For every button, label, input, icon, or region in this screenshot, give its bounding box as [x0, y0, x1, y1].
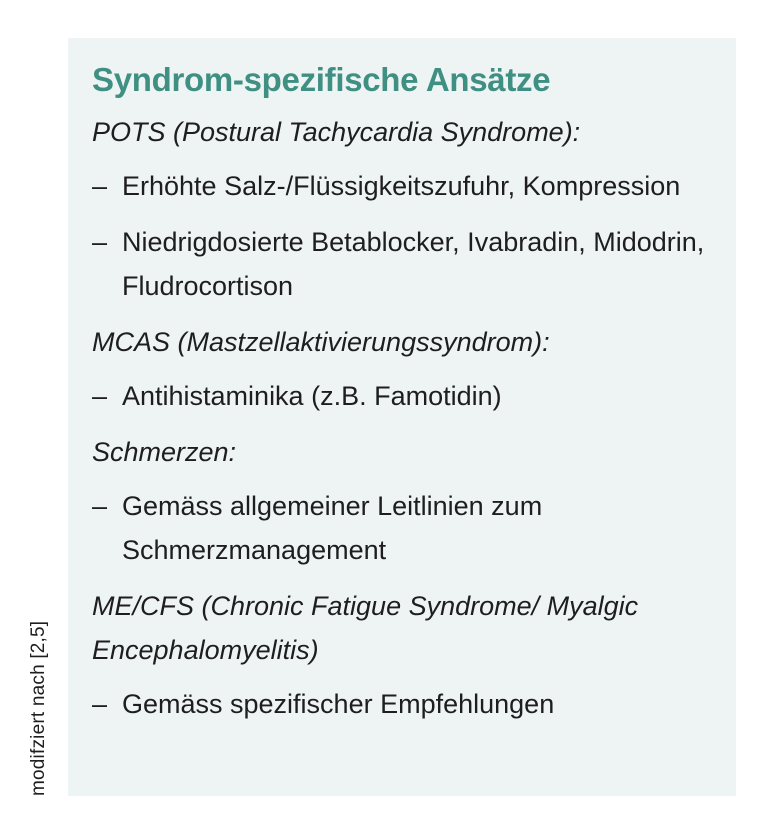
section-heading: POTS (Postural Tachycardia Syndrome):: [92, 117, 581, 147]
list-item: [92, 374, 726, 418]
section-mecfs: [92, 584, 726, 726]
list-item-text: Gemäss allgemeiner Leitlinien zum Schmerzmanagement: [122, 491, 543, 565]
list-item: [92, 682, 726, 726]
list-item: [92, 164, 726, 208]
dash-bullet: –: [92, 381, 108, 411]
section-heading: MCAS (Mastzellaktivierungssyndrom):: [92, 327, 550, 357]
list-item: [92, 484, 726, 572]
list-item-text: Niedrigdosierte Betablocker, Ivabradin, Midodrin, Fludrocortison: [122, 227, 705, 301]
list-item-text: Antihistaminika (z.B. Famotidin): [122, 381, 502, 411]
info-box: [68, 38, 736, 796]
source-note: modifziert nach [2,5]: [28, 620, 49, 796]
section-mcas: [92, 320, 726, 418]
list-item-text: Erhöhte Salz-/Flüssigkeitszufuhr, Kompression: [122, 171, 681, 201]
section-schmerzen: [92, 430, 726, 572]
section-heading: ME/CFS (Chronic Fatigue Syndrome/ Myalgic Encephalomyelitis): [92, 591, 639, 665]
dash-bullet: –: [92, 491, 108, 521]
list-item: [92, 220, 726, 308]
section-heading: Schmerzen:: [92, 437, 237, 467]
dash-bullet: –: [92, 171, 108, 201]
section-pots: [92, 110, 726, 308]
dash-bullet: –: [92, 689, 108, 719]
list-item-text: Gemäss spezifischer Empfehlungen: [122, 689, 555, 719]
dash-bullet: –: [92, 227, 108, 257]
box-title: Syndrom-spezifische Ansätze: [92, 61, 551, 98]
